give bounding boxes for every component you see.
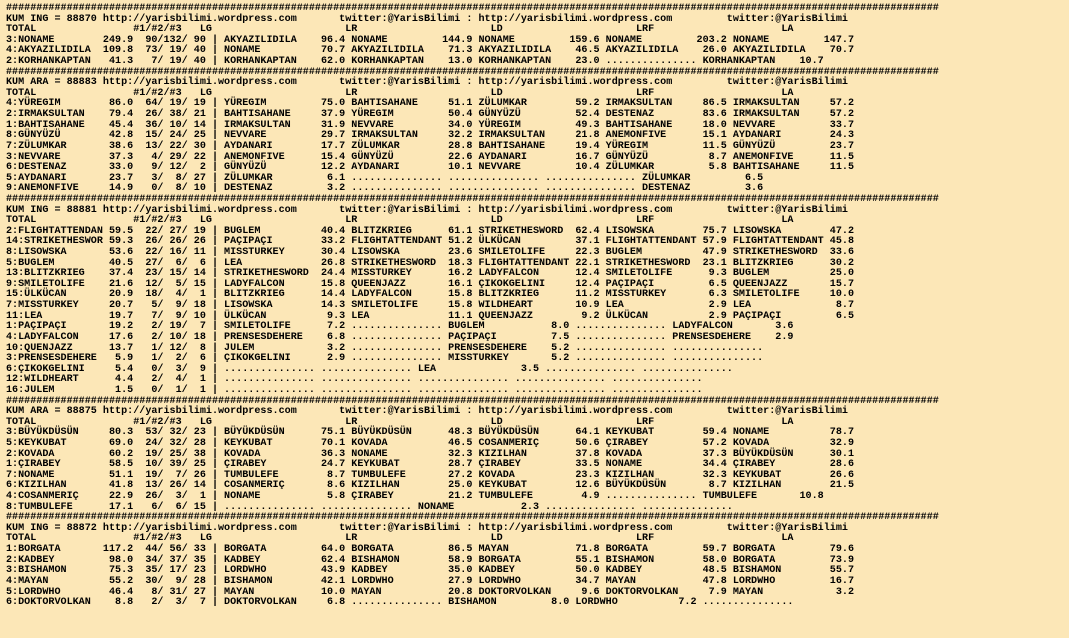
race-header-line: KUM ING = 88872 http://yarisbilimi.wordpress.com twitter:@YarisBilimi : http://yarisbilimi.wordpress.com twitter:@YarisBilimi xyxy=(6,522,848,534)
horse-row: 2:KORHANKAPTAN 41.3 7/ 19/ 40 | KORHANKAPTAN 62.0 KORHANKAPTAN 13.0 KORHANKAPTAN 23.0 ............... KORHANKAPTAN 10.7 xyxy=(6,56,824,68)
horse-row: 4:MAYAN 55.2 30/ 9/ 28 | BISHAMON 42.1 LORDWHO 27.9 LORDWHO 34.7 MAYAN 47.8 LORDWHO 16.7 xyxy=(6,575,855,587)
horse-row: 5:BUGLEM 40.5 27/ 6/ 6 | LEA 26.8 STRIKETHESWORD 18.3 FLIGHTATTENDANT 22.1 STRIKETHESWORD 23.1 BLITZKRIEG 30.2 xyxy=(6,257,855,269)
column-header-line: TOTAL #1/#2/#3 LG LR LD LRF LA xyxy=(6,416,794,428)
horse-row: 7:NONAME 51.1 19/ 7/ 26 | TUMBULEFE 8.7 TUMBULEFE 27.2 KOVADA 23.3 KIZILHAN 32.3 KEYKUBAT 26.6 xyxy=(6,469,855,481)
horse-row: 6:DESTENAZ 33.0 9/ 12/ 2 | GÜNYÜZÜ 12.2 AYDANARI 10.1 NEVVARE 10.4 ZÜLUMKAR 5.8 BAHTISAHANE 11.5 xyxy=(6,162,855,174)
race-header-line: KUM ARA = 88875 http://yarisbilimi.wordpress.com twitter:@YarisBilimi : http://yarisbilimi.wordpress.com twitter:@YarisBilimi xyxy=(6,406,848,418)
horse-row: 6:ÇIKOKGELINI 5.4 0/ 3/ 9 | ............... ............... LEA 3.5 ............... ............... xyxy=(6,363,733,375)
horse-row: 9:SMILETOLIFE 21.6 12/ 5/ 15 | LADYFALCON 15.8 QUEENJAZZ 16.1 ÇIKOKGELINI 12.4 PAÇIPAÇI 6.5 QUEENJAZZ 15.7 xyxy=(6,278,855,290)
horse-row: 7:ZÜLUMKAR 38.6 13/ 22/ 30 | AYDANARI 17.7 ZÜLUMKAR 28.8 BAHTISAHANE 19.4 YÜREGIM 11.5 GÜNYÜZÜ 23.7 xyxy=(6,140,855,152)
column-header-line: TOTAL #1/#2/#3 LG LR LD LRF LA xyxy=(6,24,794,36)
horse-row: 15:ÜLKÜCAN 20.9 18/ 4/ 1 | BLITZKRIEG 14.4 LADYFALCON 15.8 BLITZKRIEG 11.2 MISSTURKEY 6.3 SMILETOLIFE 10.0 xyxy=(6,289,855,301)
horse-row: 2:FLIGHTATTENDAN 59.5 22/ 27/ 19 | BUGLEM 40.4 BLITZKRIEG 61.1 STRIKETHESWORD 62.4 LISOWSKA 75.7 LISOWSKA 47.2 xyxy=(6,225,855,237)
horse-row: 8:GÜNYÜZÜ 42.8 15/ 24/ 25 | NEVVARE 29.7 IRMAKSULTAN 32.2 IRMAKSULTAN 21.8 ANEMONFIVE 15.1 AYDANARI 24.3 xyxy=(6,130,855,142)
horse-row: 10:QUENJAZZ 13.7 1/ 12/ 8 | JULEM 3.2 ............... PRENSESDEHERE 5.2 ............... ............... xyxy=(6,342,764,354)
horse-row: 5:AYDANARI 23.7 3/ 8/ 27 | ZÜLUMKAR 6.1 ............... ............... ............... ZÜLUMKAR 6.5 xyxy=(6,172,764,184)
column-header-line: TOTAL #1/#2/#3 LG LR LD LRF LA xyxy=(6,533,794,545)
horse-row: 5:KEYKUBAT 69.0 24/ 32/ 28 | KEYKUBAT 70.1 KOVADA 46.5 COSANMERIÇ 50.6 ÇIRABEY 57.2 KOVADA 32.9 xyxy=(6,437,855,449)
horse-row: 4:COSANMERIÇ 22.9 26/ 3/ 1 | NONAME 5.8 ÇIRABEY 21.2 TUMBULEFE 4.9 ............... TUMBULEFE 10.8 xyxy=(6,491,824,503)
horse-row: 4:AKYAZILIDILA 109.8 73/ 19/ 40 | NONAME 70.7 AKYAZILIDILA 71.3 AKYAZILIDILA 46.5 AKYAZILIDILA 26.0 AKYAZILIDILA 70.7 xyxy=(6,45,855,57)
horse-row: 14:STRIKETHESWOR 59.3 26/ 26/ 26 | PAÇIPAÇI 33.2 FLIGHTATTENDANT 51.2 ÜLKÜCAN 37.1 FLIGHTATTENDANT 57.9 FLIGHTATTENDANT 45.8 xyxy=(6,236,855,248)
separator-line: ########################################################################################################################################################## xyxy=(6,3,939,14)
horse-row: 3:PRENSESDEHERE 5.9 1/ 2/ 6 | ÇIKOKGELINI 2.9 ............... MISSTURKEY 5.2 ............... ............... xyxy=(6,353,764,365)
separator-line: ########################################################################################################################################################## xyxy=(6,512,939,524)
horse-row: 4:YÜREGIM 86.0 64/ 19/ 19 | YÜREGIM 75.0 BAHTISAHANE 51.1 ZÜLUMKAR 59.2 IRMAKSULTAN 86.5 IRMAKSULTAN 57.2 xyxy=(6,98,855,110)
horse-row: 1:PAÇIPAÇI 19.2 2/ 19/ 7 | SMILETOLIFE 7.2 ............... BUGLEM 8.0 ............... LADYFALCON 3.6 xyxy=(6,321,794,333)
race-header-line: KUM ING = 88881 http://yarisbilimi.wordpress.com twitter:@YarisBilimi : http://yarisbilimi.wordpress.com twitter:@YarisBilimi xyxy=(6,204,848,216)
horse-row: 2:IRMAKSULTAN 79.4 26/ 38/ 21 | BAHTISAHANE 37.9 YÜREGIM 50.4 GÜNYÜZÜ 52.4 DESTENAZ 83.6 IRMAKSULTAN 57.2 xyxy=(6,109,855,121)
horse-row: 3:NONAME 249.9 90/132/ 90 | AKYAZILIDILA 96.4 NONAME 144.9 NONAME 159.6 NONAME 203.2 NONAME 147.7 xyxy=(6,34,855,46)
horse-row: 12:WILDHEART 4.4 2/ 4/ 1 | ............... ............... ............... ............... ............... xyxy=(6,374,703,386)
separator-line: ########################################################################################################################################################## xyxy=(6,193,939,205)
horse-row: 8:LISOWSKA 53.6 22/ 16/ 11 | MISSTURKEY 30.4 LISOWSKA 23.6 SMILETOLIFE 22.3 BUGLEM 47.9 STRIKETHESWORD 33.6 xyxy=(6,247,855,259)
column-header-line: TOTAL #1/#2/#3 LG LR LD LRF LA xyxy=(6,215,794,227)
horse-row: 7:MISSTURKEY 20.7 5/ 9/ 18 | LISOWSKA 14.3 SMILETOLIFE 15.8 WILDHEART 10.9 LEA 2.9 LEA 8.7 xyxy=(6,300,855,312)
horse-row: 2:KOVADA 60.2 19/ 25/ 38 | KOVADA 36.3 NONAME 32.3 KIZILHAN 37.8 KOVADA 37.3 BÜYÜKDÜSÜN 30.1 xyxy=(6,448,855,460)
horse-row: 6:KIZILHAN 41.8 13/ 26/ 14 | COSANMERIÇ 8.6 KIZILHAN 25.0 KEYKUBAT 12.6 BÜYÜKDÜSÜN 8.7 KIZILHAN 21.5 xyxy=(6,480,855,492)
horse-row: 11:LEA 19.7 7/ 9/ 10 | ÜLKÜCAN 9.3 LEA 11.1 QUEENJAZZ 9.2 ÜLKÜCAN 2.9 PAÇIPAÇI 6.5 xyxy=(6,310,855,322)
horse-row: 4:LADYFALCON 17.6 2/ 10/ 18 | PRENSESDEHERE 6.8 ............... PAÇIPAÇI 7.5 ............... PRENSESDEHERE 2.9 xyxy=(6,331,794,343)
horse-row: 2:KADBEY 98.0 34/ 37/ 35 | KADBEY 62.4 BISHAMON 58.9 BORGATA 55.1 BISHAMON 58.0 BORGATA 73.9 xyxy=(6,554,855,566)
horse-row: 9:ANEMONFIVE 14.9 0/ 8/ 10 | DESTENAZ 3.2 ............... ............... ............... DESTENAZ 3.6 xyxy=(6,183,764,195)
horse-row: 8:TUMBULEFE 17.1 6/ 6/ 15 | ............... ............... NONAME 2.3 ............... ............... xyxy=(6,501,733,513)
race-header-line: KUM ARA = 88883 http://yarisbilimi.wordpress.com twitter:@YarisBilimi : http://yarisbilimi.wordpress.com twitter:@YarisBilimi xyxy=(6,77,848,89)
horse-row: 6:DOKTORVOLKAN 8.8 2/ 3/ 7 | DOKTORVOLKAN 6.8 ............... BISHAMON 8.0 LORDWHO 7.2 ............... xyxy=(6,597,794,609)
horse-row: 1:ÇIRABEY 58.5 10/ 39/ 25 | ÇIRABEY 24.7 KEYKUBAT 28.7 ÇIRABEY 33.5 NONAME 34.4 ÇIRABEY 28.6 xyxy=(6,459,855,471)
horse-row: 16:JULEM 1.5 0/ 1/ 1 | ............... ............... ............... ............... ............... xyxy=(6,384,703,396)
separator-line: ########################################################################################################################################################## xyxy=(6,66,939,78)
horse-row: 1:BAHTISAHANE 45.4 36/ 10/ 14 | IRMAKSULTAN 31.9 NEVVARE 34.0 YÜREGIM 49.3 BAHTISAHANE 18.0 NEVVARE 33.7 xyxy=(6,119,855,131)
horse-row: 1:BORGATA 117.2 44/ 56/ 33 | BORGATA 64.0 BORGATA 86.5 MAYAN 71.8 BORGATA 59.7 BORGATA 79.6 xyxy=(6,544,855,556)
race-header-line: KUM ING = 88870 http://yarisbilimi.wordpress.com twitter:@YarisBilimi : http://yarisbilimi.wordpress.com twitter:@YarisBilimi xyxy=(6,13,848,25)
separator-line: ########################################################################################################################################################## xyxy=(6,395,939,407)
horse-row: 3:NEVVARE 37.3 4/ 29/ 22 | ANEMONFIVE 15.4 GÜNYÜZÜ 22.6 AYDANARI 16.7 GÜNYÜZÜ 8.7 ANEMONFIVE 11.5 xyxy=(6,151,855,163)
horse-row: 13:BLITZKRIEG 37.4 23/ 15/ 14 | STRIKETHESWORD 24.4 MISSTURKEY 16.2 LADYFALCON 12.4 SMILETOLIFE 9.3 BUGLEM 25.0 xyxy=(6,268,855,280)
horse-row: 3:BÜYÜKDÜSÜN 80.3 53/ 32/ 23 | BÜYÜKDÜSÜN 75.1 BÜYÜKDÜSÜN 48.3 BÜYÜKDÜSÜN 64.1 KEYKUBAT 59.4 NONAME 78.7 xyxy=(6,427,855,439)
column-header-line: TOTAL #1/#2/#3 LG LR LD LRF LA xyxy=(6,87,794,99)
horse-row: 5:LORDWHO 46.4 8/ 31/ 27 | MAYAN 10.0 MAYAN 20.8 DOKTORVOLKAN 9.6 DOKTORVOLKAN 7.9 MAYAN 3.2 xyxy=(6,586,855,598)
horse-row: 3:BISHAMON 75.3 35/ 17/ 23 | LORDWHO 43.9 KADBEY 35.0 KADBEY 50.0 KADBEY 48.5 BISHAMON 55.7 xyxy=(6,565,855,577)
